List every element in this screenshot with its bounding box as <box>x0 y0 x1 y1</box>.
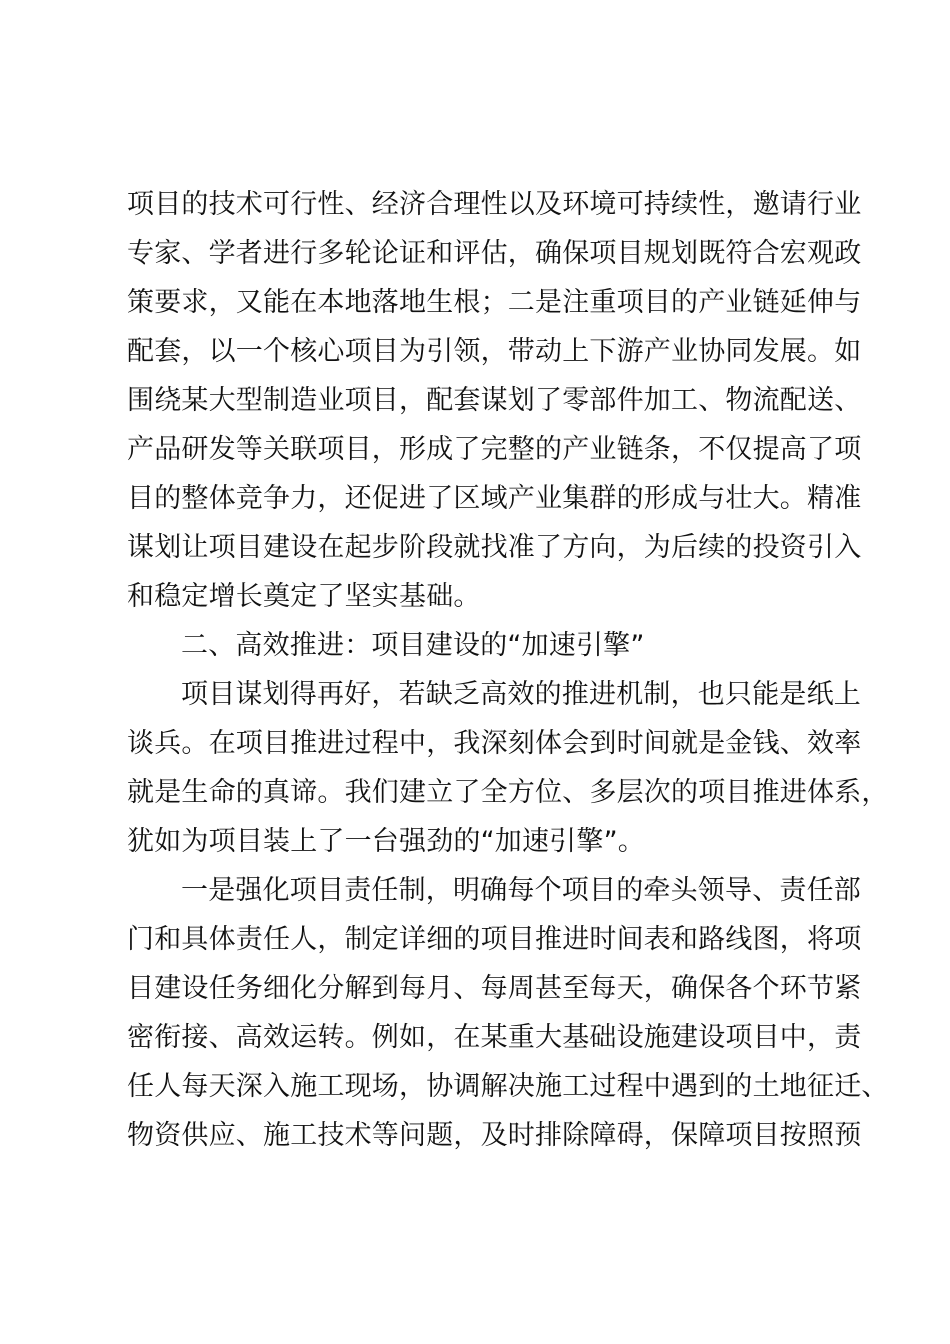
paragraph-line: 就是生命的真谛。我们建立了全方位、多层次的项目推进体系， <box>127 777 889 808</box>
paragraph-line: 门和具体责任人，制定详细的项目推进时间表和路线图，将项 <box>127 924 862 955</box>
paragraph-line: 配套，以一个核心项目为引领，带动上下游产业协同发展。如 <box>127 336 862 367</box>
paragraph-line: 谋划让项目建设在起步阶段就找准了方向，为后续的投资引入 <box>127 532 862 563</box>
paragraph-line: 谈兵。在项目推进过程中，我深刻体会到时间就是金钱、效率 <box>127 728 862 759</box>
paragraph-line: 项目谋划得再好，若缺乏高效的推进机制，也只能是纸上 <box>181 679 861 710</box>
section-heading: 二、高效推进：项目建设的“加速引擎” <box>181 630 645 661</box>
paragraph-line: 策要求，又能在本地落地生根；二是注重项目的产业链延伸与 <box>127 287 862 318</box>
paragraph-line: 一是强化项目责任制，明确每个项目的牵头领导、责任部 <box>181 875 861 906</box>
paragraph-line: 产品研发等关联项目，形成了完整的产业链条，不仅提高了项 <box>127 434 862 465</box>
paragraph-line: 犹如为项目装上了一台强劲的“加速引擎”。 <box>127 826 645 857</box>
paragraph-line: 专家、学者进行多轮论证和评估，确保项目规划既符合宏观政 <box>127 238 862 269</box>
paragraph-line: 目建设任务细化分解到每月、每周甚至每天，确保各个环节紧 <box>127 973 862 1004</box>
paragraph-line: 物资供应、施工技术等问题，及时排除障碍，保障项目按照预 <box>127 1120 862 1151</box>
body-text <box>127 180 889 1160</box>
paragraph-line: 和稳定增长奠定了坚实基础。 <box>127 581 481 612</box>
paragraph-line: 围绕某大型制造业项目，配套谋划了零部件加工、物流配送、 <box>127 385 862 416</box>
paragraph-line: 任人每天深入施工现场，协调解决施工过程中遇到的土地征迁、 <box>127 1071 889 1102</box>
paragraph-line: 密衔接、高效运转。例如，在某重大基础设施建设项目中，责 <box>127 1022 862 1053</box>
paragraph-line: 项目的技术可行性、经济合理性以及环境可持续性，邀请行业 <box>127 189 862 220</box>
paragraph-line: 目的整体竞争力，还促进了区域产业集群的形成与壮大。精准 <box>127 483 862 514</box>
